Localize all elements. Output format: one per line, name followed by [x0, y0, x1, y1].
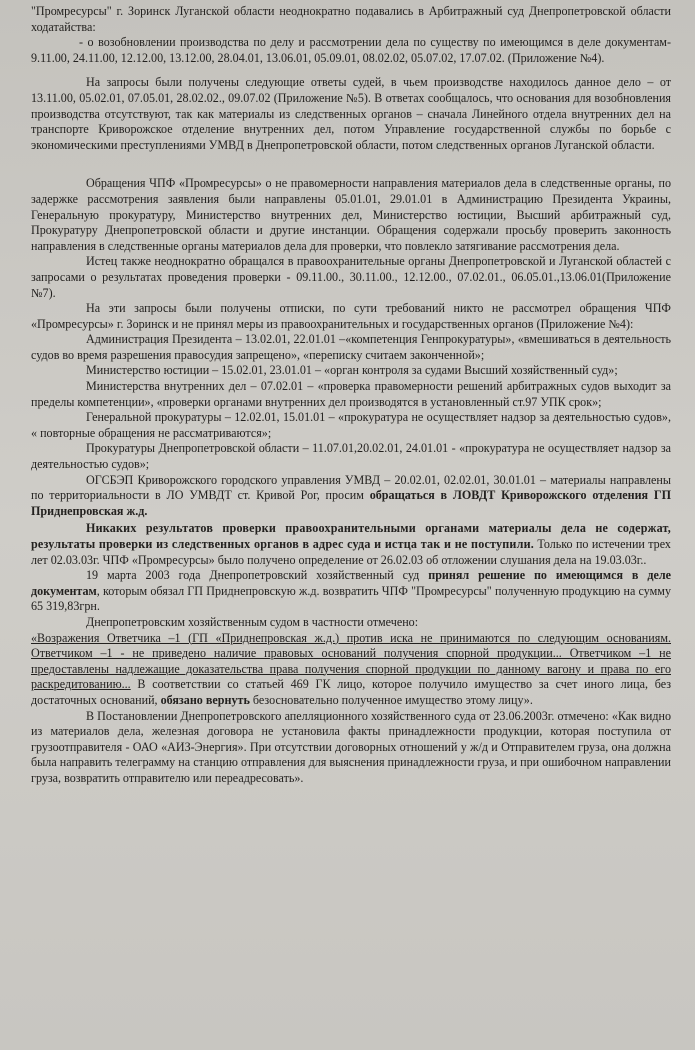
paragraph-interior: Министерства внутренних дел – 07.02.01 – «проверка правомерности решений арбитражных судов выходит за пределы компетенции», «проверки органами внутренних дел производятся в установленный ст.97 УПК срок»;: [31, 379, 671, 409]
objection-underlined: «Возражения Ответчика –1 (ГП «Приднепровская ж.д.) против иска не принимаются по следующим основаниям. Ответчиком –1 - не приведено наличие правовых оснований получения спорной продукции... Ответчиком –1 не предоставлены надлежащие доказательства права получения спорной продукции по данному вагону и права по его раскредитованию...: [31, 630, 671, 692]
paragraph-regional-prosecutor: Прокуратуры Днепропетровской области – 11.07.01,20.02.01, 24.01.01 - «прокуратура не осуществляет надзор за деятельностью судов»;: [31, 441, 671, 472]
paragraph-general-prosecutor: Генеральной прокуратуры – 12.02.01, 15.01.01 – «прокуратура не осуществляет надзор за деятельностью судов», « повторные обращения не рассматриваются»;: [31, 410, 671, 440]
paragraph-replies: На запросы были получены следующие ответы судей, в чьем производстве находилось данное дело – от 13.11.00, 05.02.01, 07.05.01, 28.02.02., 09.07.02 (Приложение №5). В ответах сообщалось, что основания для возобновления производства отсутствуют, так как материалы из следственных органов – сначала Линейного отдела внутренних дел на транспорте Криворожское отделение внутренних дел, потом Управление государственной службы по борьбе с экономическими преступлениями УМВД в Днепропетровской области, потом следственных органов Луганской области.: [31, 75, 671, 152]
decision-text-2: , которым обязал ГП Приднепровскую ж.д. возвратить ЧПФ "Промресурсы" полученную продукцию на сумму 65 319,83грн.: [31, 583, 671, 614]
paragraph-justice: Министерство юстиции – 15.02.01, 23.01.01 – «орган контроля за судами Высший хозяйственный суд»;: [86, 363, 618, 378]
decision-bold: принял решение по имеющимся в деле документам: [31, 568, 671, 598]
paragraph-appeals: Обращения ЧПФ «Промресурсы» о не правомерности направления материалов дела в следственные органы, по задержке рассмотрения заявления были направлены 05.01.01, 29.01.01 в Администрацию Президента Украины, Генеральную прокуратуру, Министерство внутренних дел, Министерство юстиции, Высший арбитражный суд, Прокуратуру Днепропетровской области и другие инстанции. Обращения содержали просьбу проверить законность направления в следственные органы материалов дела для проверки, что повлекло затягивание рассмотрения дела.: [31, 176, 671, 253]
results-text: Только по истечении трех лет 02.03.03г. ЧПФ «Промресурсы» было получено определение от 26.02.03 об отложении слушания дела на 19.03.03г..: [31, 537, 671, 567]
paragraph-results: [31, 521, 671, 568]
results-bold: Никаких результатов проверки правоохранительными органами материалы дела не содержат, результаты проверки из следственных органов в адрес суда и истца так и не поступили.: [31, 521, 671, 551]
paragraph-ogsbep: [31, 473, 671, 520]
paragraph-plaintiff: Истец также неоднократно обращался в правоохранительные органы Днепропетровской и Луганской областей с запросами о результатах проведения проверки - 09.11.00., 30.11.00., 12.12.00., 07.02.01., 06.05.01.,13.06.01(Приложение №7).: [31, 254, 671, 300]
objection-text: В соответствии со статьей 469 ГК лицо, которое получило имущество за счет иного лица, без достаточных оснований,: [31, 677, 671, 707]
paragraph-admin: Администрация Президента – 13.02.01, 22.01.01 –«компетенция Генпрокуратуры», «вмешиваться в деятельность судов во время разрешения правосудия запрещено», «переписку считаем законченной»;: [31, 332, 671, 362]
intro-petitions: - о возобновлении производства по делу и рассмотрении дела по существу по имеющимся в деле документам- 9.11.00, 24.11.00, 12.12.00, 13.12.00, 28.04.01, 13.06.01, 05.09.01, 08.02.02, 05.07.02, 17.07.02. (Приложение №4).: [31, 35, 671, 65]
spacer: [31, 153, 671, 176]
decision-text-1: 19 марта 2003 года Днепропетровский хозяйственный суд: [86, 568, 429, 583]
objection-bold: обязано вернуть: [160, 692, 250, 707]
ogsbep-text: ОГСБЭП Криворожского городского управления УМВД – 20.02.01, 02.02.01, 30.01.01 – материалы направлены по территориальности в ЛО УМВДТ ст. Кривой Рог, просим: [31, 472, 671, 503]
paragraph-noted: Днепропетровским хозяйственным судом в частности отмечено:: [86, 614, 419, 629]
paragraph-decision: [31, 568, 671, 615]
paragraph-objection: [31, 631, 671, 709]
paragraph-appellate: В Постановлении Днепропетровского апелляционного хозяйственного суда от 23.06.2003г. отмечено: «Как видно из материалов дела, железная договора не установила факты принадлежности продукции, которая поступила от грузоотправителя - ОАО «АИЗ-Энергия». При отсутствии договорных отношений у ж/д и Отправителем груза, она должна была направить телеграмму на станцию отправления для выяснения принадлежности груза, и при ошибочном направлении груза, возвратить отправителю или переадресовать».: [31, 708, 671, 785]
intro-line: "Промресурсы" г. Зоринск Луганской области неоднократно подавались в Арбитражный суд Днепропетровской области ходатайства:: [31, 4, 671, 34]
objection-tail: безосновательно полученное имущество этому лицу».: [249, 692, 533, 707]
paragraph-notes: На эти запросы были получены отписки, по сути требований никто не рассмотрел обращения ЧПФ «Промресурсы» г. Зоринск и не принял меры из правоохранительных и государственных органов (Приложение №4):: [31, 301, 671, 331]
ogsbep-bold: обращаться в ЛОВДТ Криворожского отделения ГП Приднепровская ж.д.: [31, 488, 671, 518]
